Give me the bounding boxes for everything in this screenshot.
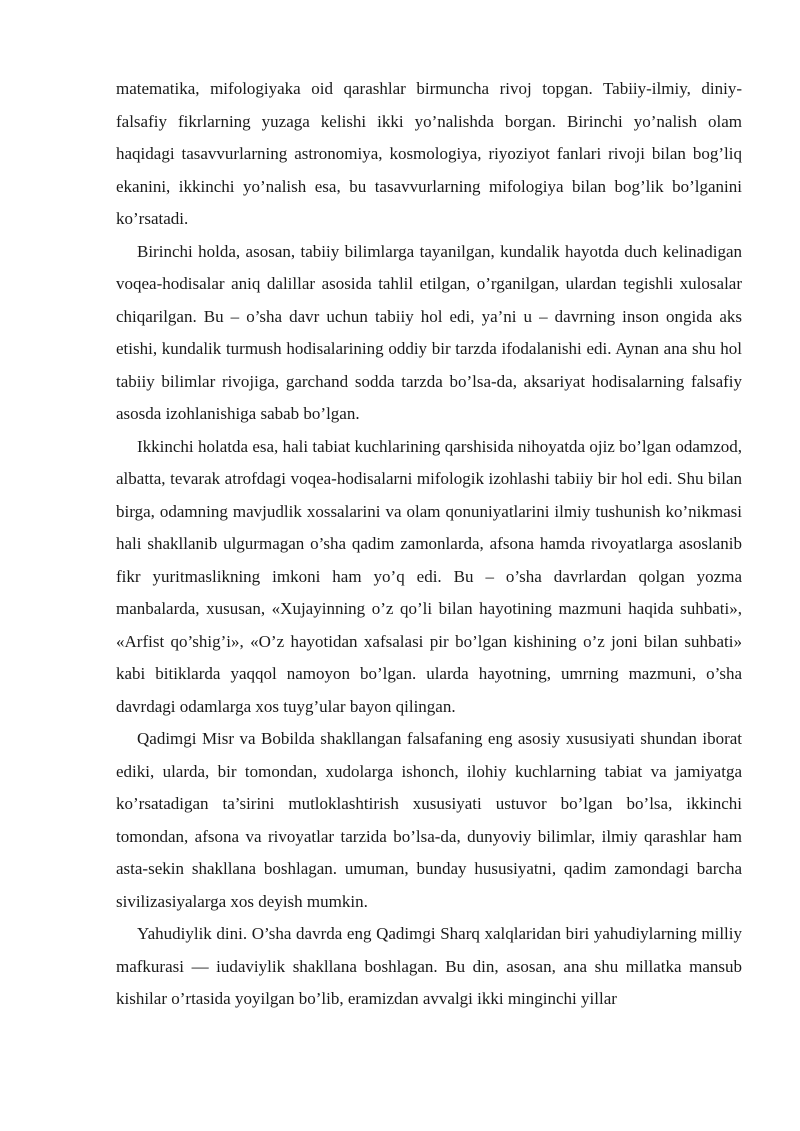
paragraph-continuation: matematika, mifologiyaka oid qarashlar birmuncha rivoj topgan. Tabiiy-ilmiy, diniy-falsafiy fikrlarning yuzaga kelishi ikki yo’nalishda borgan. Birinchi yo’nalish olam haqidagi tasavvurlarning astronomiya, kosmologiya, riyoziyot fanlari rivoji bilan bog’liq ekanini, ikkinchi yo’nalish esa, bu tasavvurlarning mifologiya bilan bog’lik bo’lganini ko’rsatadi. (116, 79, 742, 228)
paragraph: Ikkinchi holatda esa, hali tabiat kuchlarining qarshisida nihoyatda ojiz bo’lgan odamzod, albatta, tevarak atrofdagi voqea-hodisalarni mifologik izohlashi tabiiy bir hol edi. Shu bilan birga, odamning mavjudlik xossalarini va olam qonuniyatlarini ilmiy tushunish ko’nikmasi hali shakllanib ulgurmagan o’sha qadim zamonlarda, afsona hamda rivoyatlarga asoslanib fikr yuritmaslikning imkoni ham yo’q edi. Bu – o’sha davrlardan qolgan yozma manbalarda, xususan, «Xujayinning o’z qo’li bilan hayotining mazmuni haqida suhbati», «Arfist qo’shig’i», «O’z hayotidan xafsalasi pir bo’lgan kishining o’z joni bilan suhbati» kabi bitiklarda yaqqol namoyon bo’lgan. ularda hayotning, umrning mazmuni, o’sha davrdagi odamlarga xos tuyg’ular bayon qilingan. (116, 436, 742, 716)
paragraph: Qadimgi Misr va Bobilda shakllangan falsafaning eng asosiy xususiyati shundan iborat ediki, ularda, bir tomondan, xudolarga ishonch, ilohiy kuchlarning tabiat va jamiyatga ko’rsatadigan ta’sirini mutloklashtirish xususiyati ustuvor bo’lgan bo’lsa, ikkinchi tomondan, afsona va rivoyatlar tarzida bo’lsa-da, dunyoviy bilimlar, ilmiy qarashlar ham asta-sekin shakllana boshlagan. umuman, bunday hususiyatni, qadim zamondagi barcha sivilizasiyalarga xos deyish mumkin. (116, 729, 742, 911)
paragraph: Yahudiylik dini. O’sha davrda eng Qadimgi Sharq xalqlaridan biri yahudiylarning milliy mafkurasi — iudaviylik shakllana boshlagan. Bu din, asosan, ana shu millatka mansub kishilar o’rtasida yoyilgan bo’lib, eramizdan avvalgi ikki minginchi yillar (116, 924, 742, 1008)
paragraph: Birinchi holda, asosan, tabiiy bilimlarga tayanilgan, kundalik hayotda duch kelinadigan voqea-hodisalar aniq dalillar asosida tahlil etilgan, o’rganilgan, ulardan tegishli xulosalar chiqarilgan. Bu – o’sha davr uchun tabiiy hol edi, ya’ni u – davrning inson ongida aks etishi, kundalik turmush hodisalarining oddiy bir tarzda ifodalanishi edi. Aynan ana shu hol tabiiy bilimlar rivojiga, garchand sodda tarzda bo’lsa-da, aksariyat hodisalarning falsafiy asosda izohlanishiga sabab bo’lgan. (116, 241, 742, 423)
body-text (116, 73, 742, 1016)
